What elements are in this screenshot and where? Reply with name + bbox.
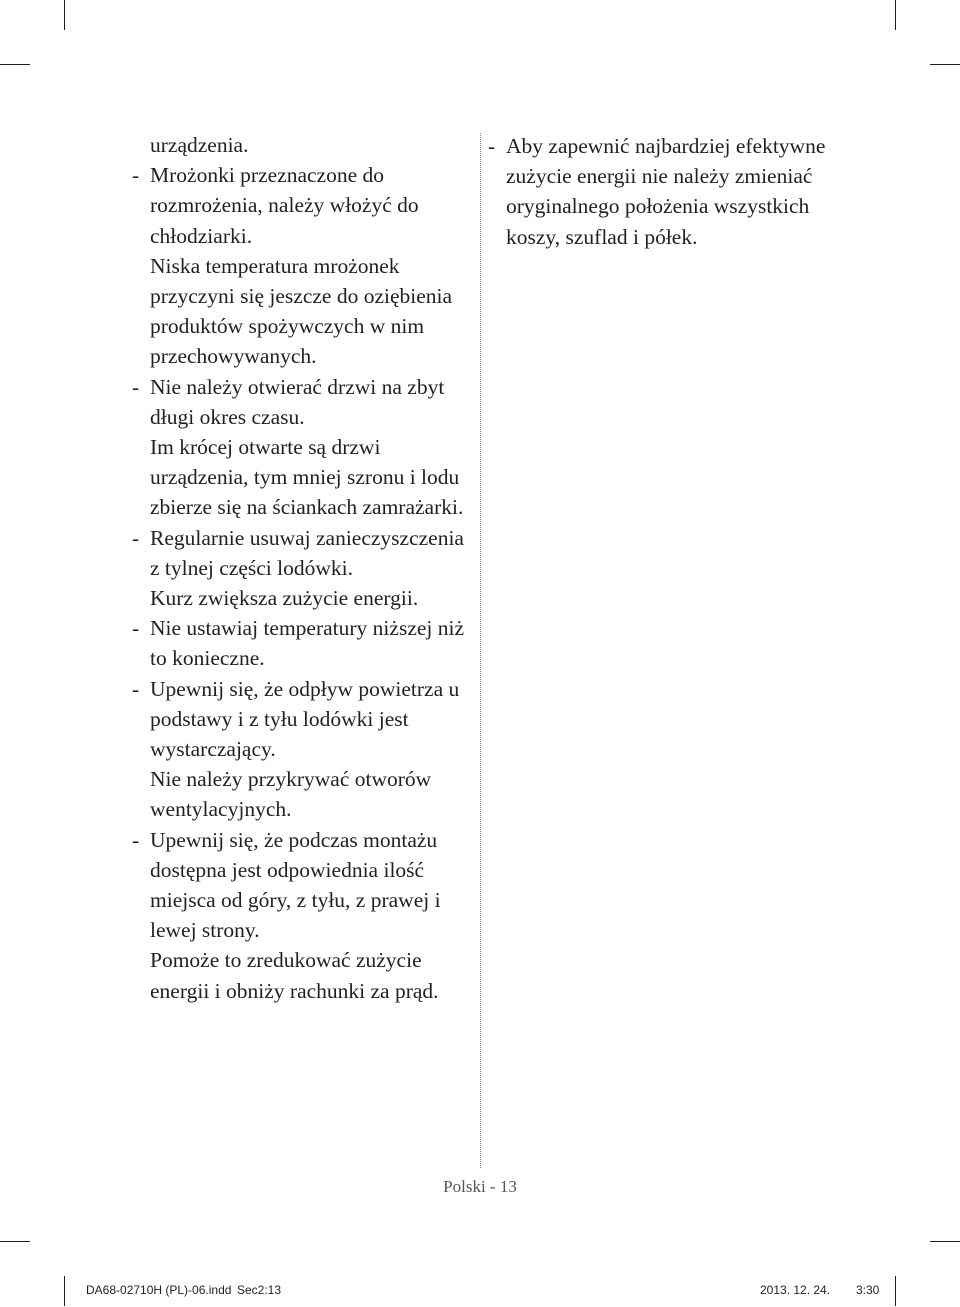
column-divider — [480, 133, 481, 1168]
paragraph-text: Im krócej otwarte są drzwi urządzenia, tym mniej szronu i lodu zbierze się na ściankach zamrażarki. — [150, 435, 464, 520]
paragraph-text: Niska temperatura mrożonek przyczyni się jeszcze do oziębienia produktów spożywczych w nim przechowywanych. — [150, 253, 453, 369]
right-column — [488, 131, 828, 252]
paragraph-text: Mrożonki przeznaczone do rozmrożenia, należy włożyć do chłodziarki. — [150, 163, 419, 248]
bullet-dash: - — [132, 827, 140, 852]
crop-mark — [0, 64, 30, 65]
crop-mark — [930, 64, 960, 65]
crop-mark — [64, 0, 65, 30]
paragraph-text: Upewnij się, że odpływ powietrza u podstawy i z tyłu lodówki jest wystarczający. — [150, 676, 460, 762]
paragraph-text: Pomoże to zredukować zużycie energii i obniży rachunki za prąd. — [150, 948, 439, 1003]
left-column-paragraph — [132, 523, 477, 583]
paragraph-text: Kurz zwiększa zużycie energii. — [150, 586, 419, 611]
bullet-dash: - — [132, 374, 140, 399]
left-column-paragraph — [132, 160, 477, 251]
left-column-paragraph — [132, 945, 477, 1005]
footer-date: 2013. 12. 24. — [760, 1283, 831, 1297]
left-column-paragraph — [132, 130, 477, 160]
paragraph-text: Aby zapewnić najbardziej efektywne zużycie energii nie należy zmieniać oryginalnego położenia wszystkich koszy, szuflad i półek. — [506, 134, 826, 249]
left-column-paragraph — [132, 372, 477, 432]
paragraph-text: Nie należy otwierać drzwi na zbyt długi okres czasu. — [150, 374, 445, 429]
paragraph-text: Nie należy przykrywać otworów wentylacyjnych. — [150, 767, 432, 822]
left-column-paragraph — [132, 674, 477, 765]
paragraph-text: urządzenia. — [150, 133, 249, 157]
bullet-dash: - — [132, 616, 140, 641]
crop-mark — [930, 1241, 960, 1242]
left-column-paragraph — [132, 613, 477, 673]
paragraph-text: Upewnij się, że podczas montażu dostępna jest odpowiednia ilość miejsca od góry, z tyłu, z prawej i lewej strony. — [150, 827, 441, 943]
crop-mark — [0, 1241, 30, 1242]
bullet-dash: - — [488, 134, 496, 158]
paragraph-text: Nie ustawiaj temperatury niższej niż to konieczne. — [150, 616, 465, 671]
bullet-dash: - — [132, 163, 140, 188]
page-number: Polski - 13 — [443, 1177, 517, 1196]
footer-file-name: DA68-02710H (PL)-06.indd — [86, 1283, 232, 1297]
left-column-paragraph — [132, 764, 477, 824]
footer-time: 3:30 — [856, 1283, 880, 1297]
paragraph-text: Regularnie usuwaj zanieczyszczenia z tylnej części lodówki. — [150, 525, 464, 580]
right-column-paragraph — [488, 131, 828, 252]
bullet-dash: - — [132, 676, 140, 701]
footer-section: Sec2:13 — [237, 1283, 282, 1297]
print-footer — [0, 1275, 960, 1305]
left-column-paragraph — [132, 432, 477, 523]
left-column-paragraph — [132, 583, 477, 613]
crop-mark — [895, 0, 896, 30]
left-column-paragraph — [132, 825, 477, 946]
left-column-paragraph — [132, 251, 477, 372]
bullet-dash: - — [132, 525, 140, 550]
left-column — [132, 130, 477, 1006]
